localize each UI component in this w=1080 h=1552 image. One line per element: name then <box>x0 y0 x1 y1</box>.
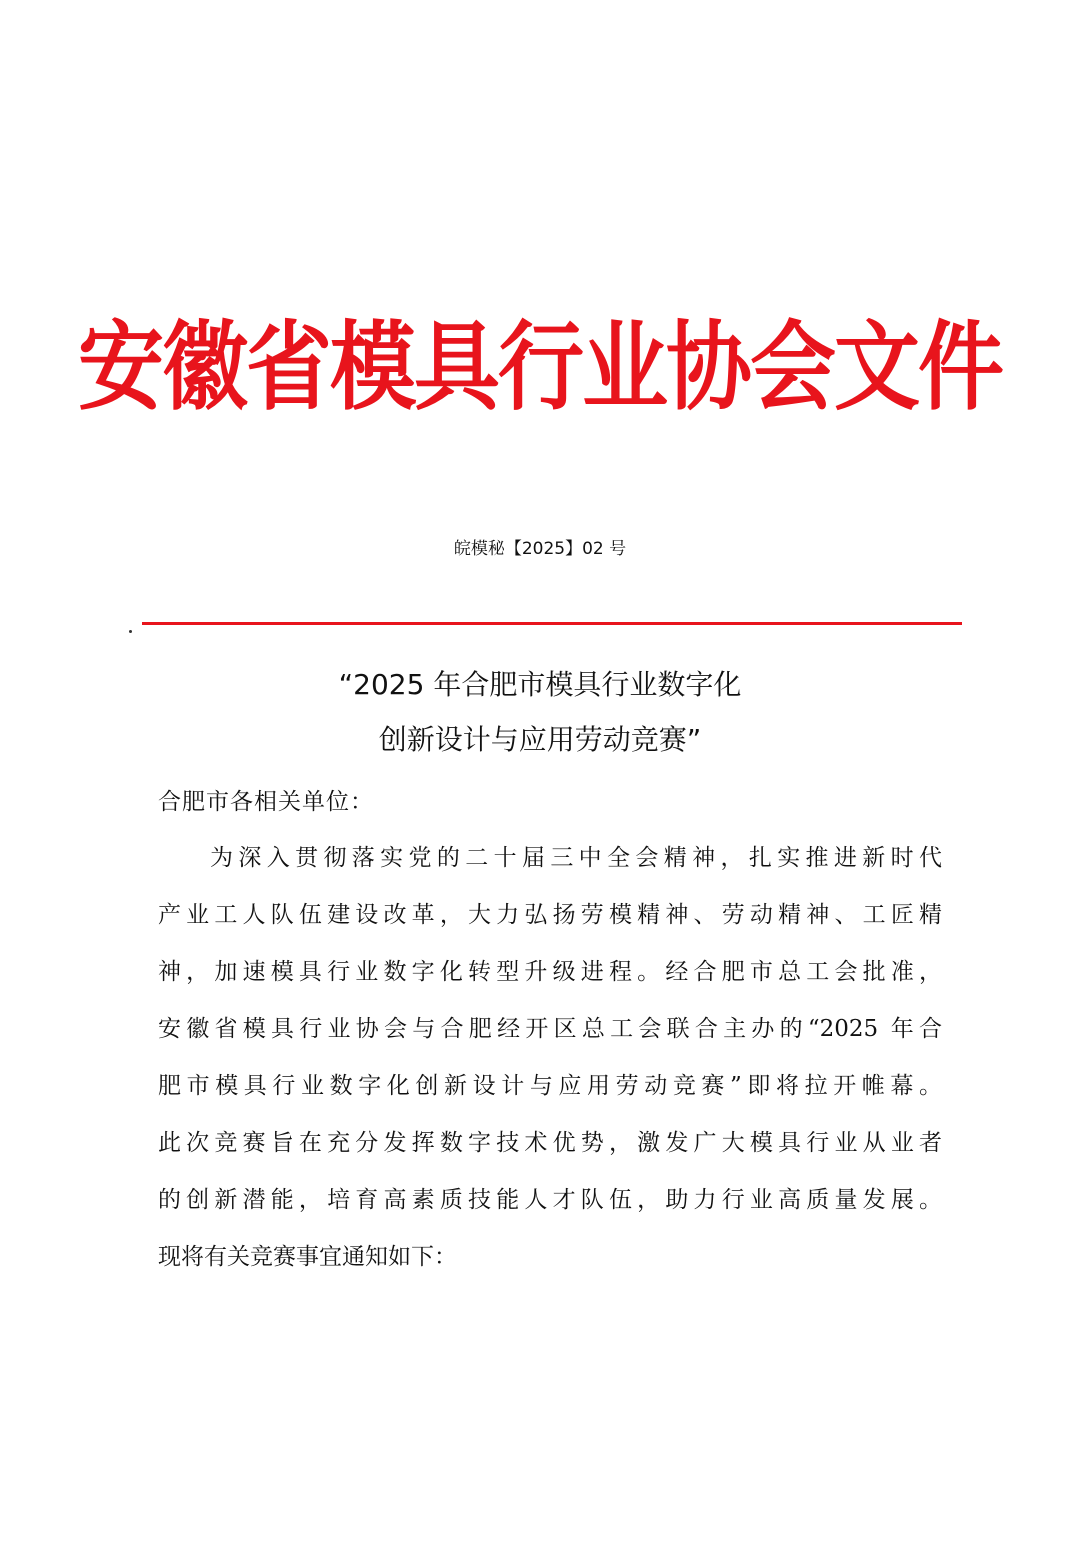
salutation: 合肥市各相关单位： <box>158 789 374 815</box>
red-divider-line <box>142 622 962 625</box>
document-title-line-2: 创新设计与应用劳动竞赛” <box>378 723 702 756</box>
body-line: 安徽省模具行业协会与合肥经开区总工会联合主办的“2025 年合 <box>158 1016 942 1042</box>
document-number: 皖模秘【2025】02 号 <box>453 539 627 559</box>
masthead-title: 安徽省模具行业协会文件 <box>78 310 1002 424</box>
body-line: 此次竞赛旨在充分发挥数字技术优势，激发广大模具行业从业者 <box>158 1130 942 1156</box>
body-line: 现将有关竞赛事宜通知如下： <box>158 1244 457 1270</box>
body-line: 肥市模具行业数字化创新设计与应用劳动竞赛”即将拉开帷幕。 <box>158 1073 942 1099</box>
scan-speck <box>129 630 132 633</box>
body-line: 神，加速模具行业数字化转型升级进程。经合肥市总工会批准， <box>158 959 942 985</box>
document-title-line-1: “2025 年合肥市模具行业数字化 <box>338 668 742 701</box>
body-line: 的创新潜能，培育高素质技能人才队伍，助力行业高质量发展。 <box>158 1187 942 1213</box>
body-line: 产业工人队伍建设改革，大力弘扬劳模精神、劳动精神、工匠精 <box>158 902 942 928</box>
body-line: 为深入贯彻落实党的二十届三中全会精神，扎实推进新时代 <box>210 845 942 871</box>
